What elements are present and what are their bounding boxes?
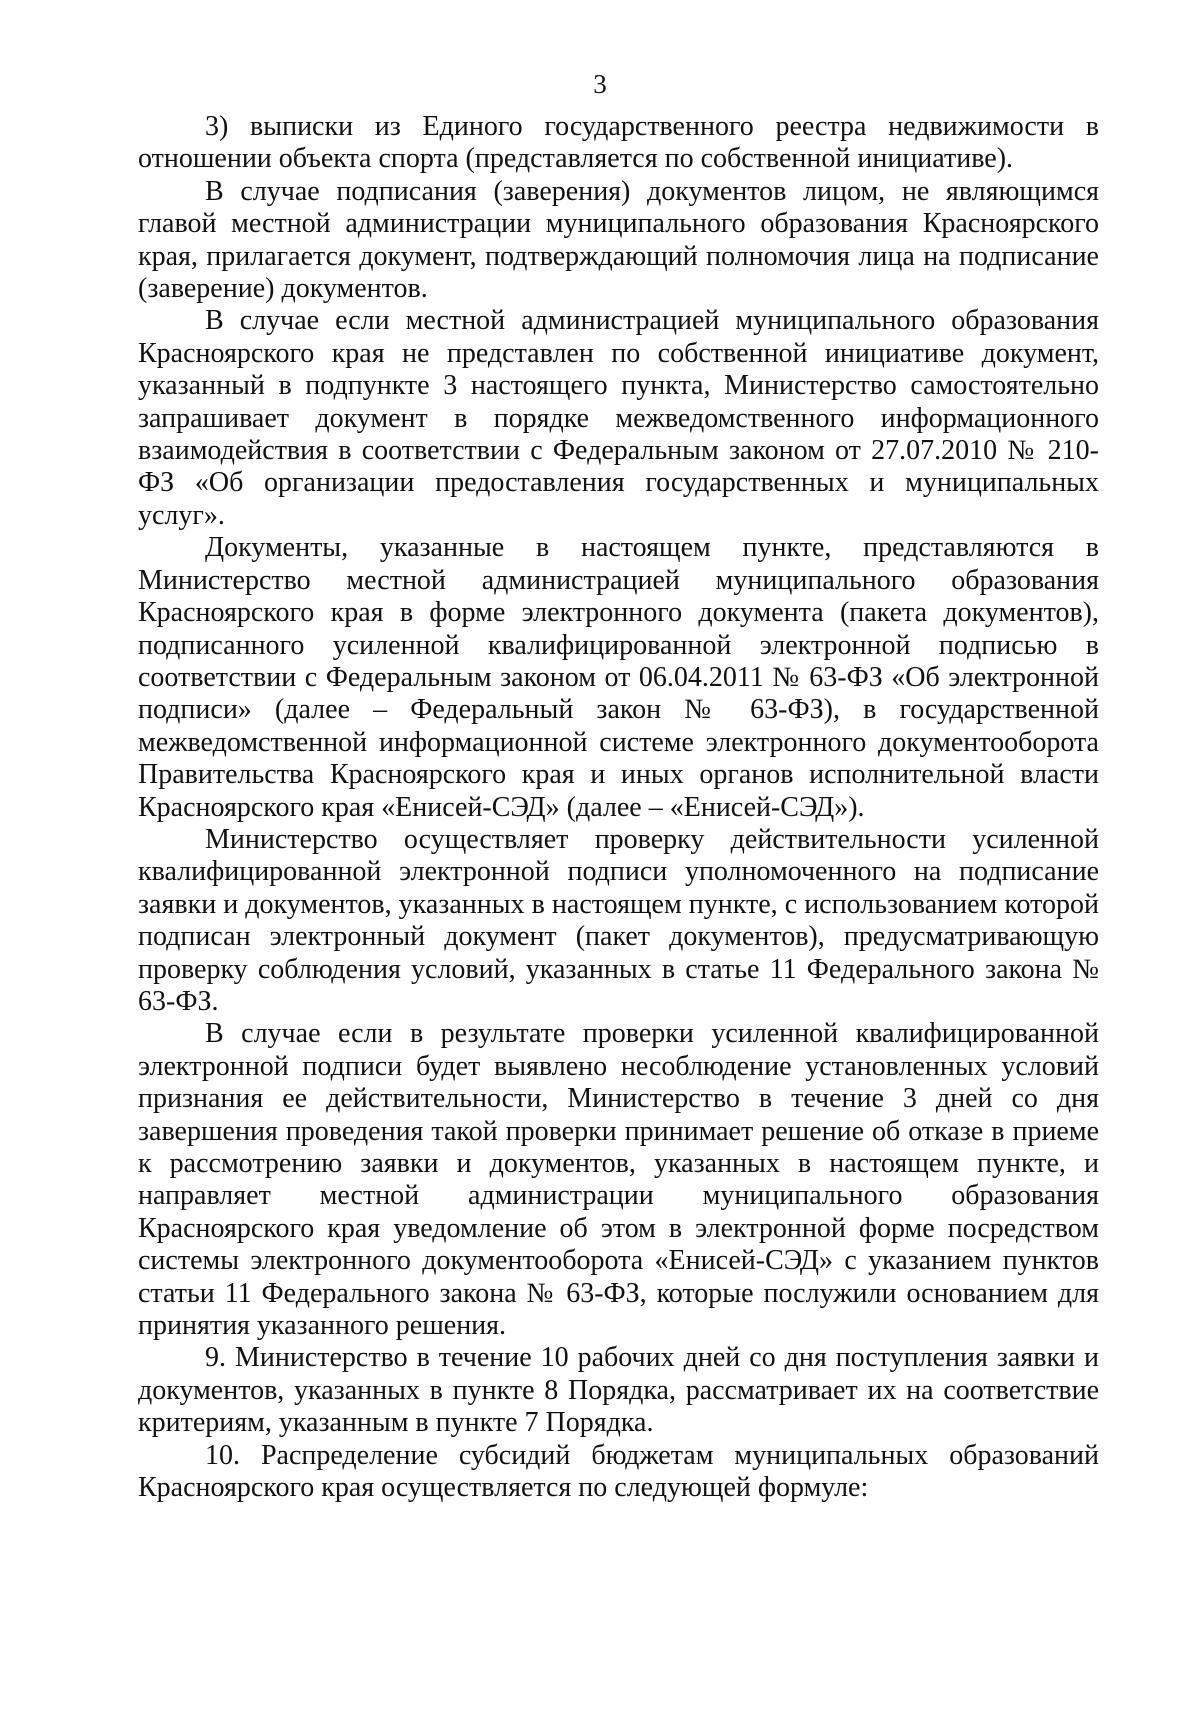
paragraph-electronic-submission: Документы, указанные в настоящем пункте, представляются в Министерство местной администрацией муниципального образования Красноярского края в форме электронного документа (пакета документов), подписанного усиленной квалифицированной электронной подписью в соответствии с Федеральным законом от 06.04.2011 № 63-ФЗ «Об электронной подписи» (далее – Федеральный закон № 63-ФЗ), в государственной межведомственной информационной системе электронного документооборота Правительства Красноярского края и иных органов исполнительной власти Красноярского края «Енисей-СЭД» (далее – «Енисей-СЭД»). [138,532,1099,823]
page-number: 3 [593,69,607,99]
paragraph-item-10: 10. Распределение субсидий бюджетам муниципальных образований Красноярского края осуществляется по следующей формуле: [138,1439,1099,1504]
paragraph-signature-check: Министерство осуществляет проверку действительности усиленной квалифицированной электронной подписи уполномоченного на подписание заявки и документов, указанных в настоящем пункте, с использованием которой подписан электронный документ (пакет документов), предусматривающую проверку соблюдения условий, указанных в статье 11 Федерального закона № 63-ФЗ. [138,823,1099,1017]
paragraph-refusal-decision: В случае если в результате проверки усиленной квалифицированной электронной подписи будет выявлено несоблюдение установленных условий признания ее действительности, Министерство в течение 3 дней со дня завершения проведения такой проверки принимает решение об отказе в приеме к рассмотрению заявки и документов, указанных в настоящем пункте, и направляет местной администрации муниципального образования Красноярского края уведомление об этом в электронной форме посредством системы электронного документооборота «Енисей-СЭД» с указанием пунктов статьи 11 Федерального закона № 63-ФЗ, которые послужили основанием для принятия указанного решения. [138,1018,1099,1342]
paragraph-item-9: 9. Министерство в течение 10 рабочих дней со дня поступления заявки и документов, указанных в пункте 8 Порядка, рассматривает их на соответствие критериям, указанным в пункте 7 Порядка. [138,1342,1099,1439]
paragraph-extract-egrn: 3) выписки из Единого государственного реестра недвижимости в отношении объекта спорта (представляется по собственной инициативе). [138,111,1099,175]
document-body [138,111,1099,1504]
paragraph-interagency-request: В случае если местной администрацией муниципального образования Красноярского края не представлен по собственной инициативе документ, указанный в подпункте 3 настоящего пункта, Министерство самостоятельно запрашивает документ в порядке межведомственного информационного взаимодействия в соответствии с Федеральным законом от 27.07.2010 № 210-ФЗ «Об организации предоставления государственных и муниципальных услуг». [138,305,1099,531]
paragraph-signing-authority: В случае подписания (заверения) документов лицом, не являющимся главой местной администрации муниципального образования Красноярского края, прилагается документ, подтверждающий полномочия лица на подписание (заверение) документов. [138,175,1099,305]
